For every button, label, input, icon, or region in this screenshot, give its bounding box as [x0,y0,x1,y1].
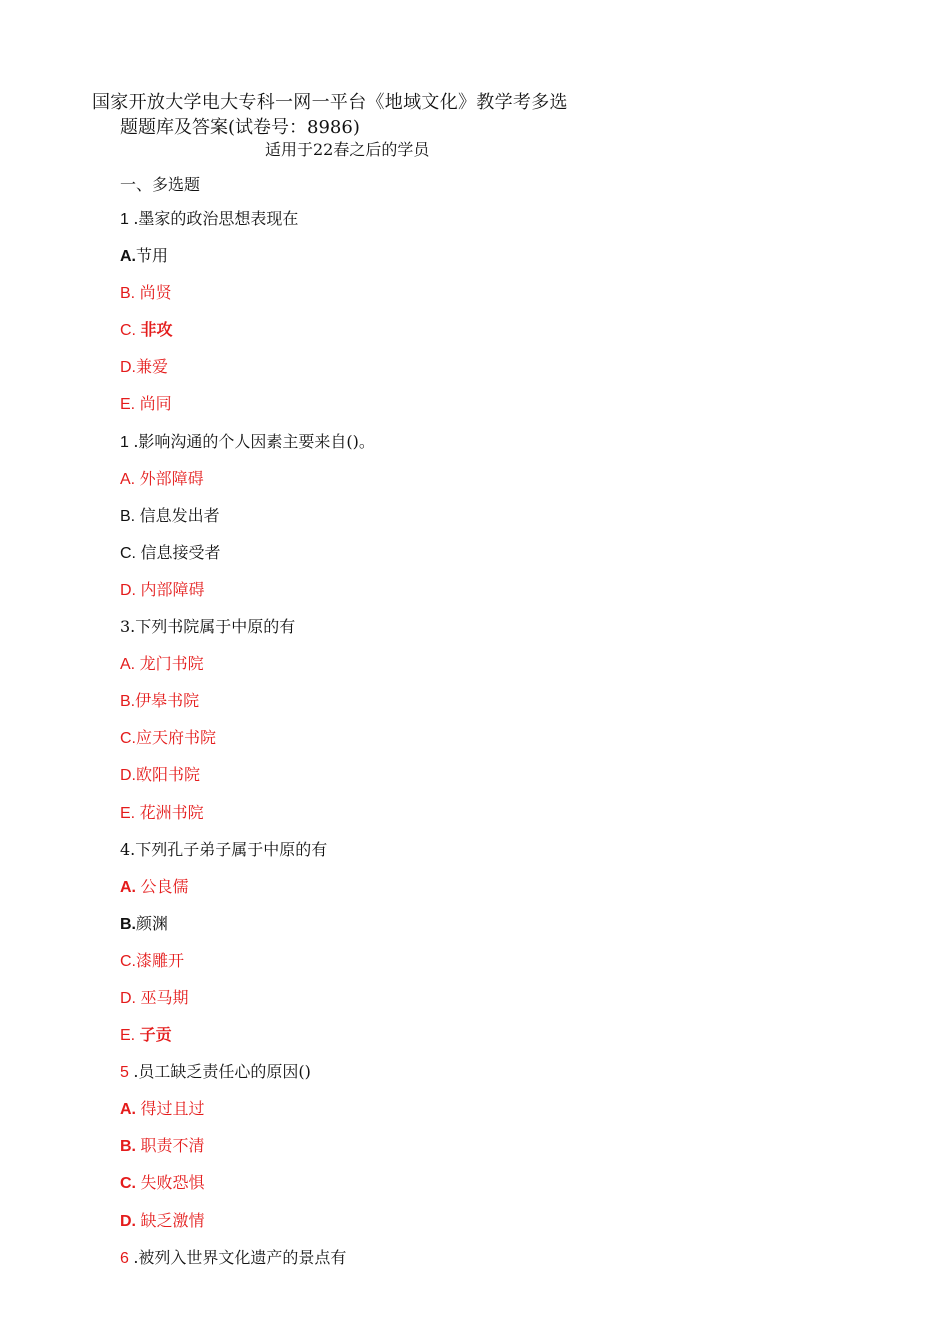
option-letter: A. [120,248,136,266]
option-text: 失败恐惧 [140,1173,205,1193]
answer-option [120,579,880,616]
question-text: .被列入世界文化遗产的景点有 [133,1247,347,1267]
option-letter: C. [120,322,141,340]
question-number: 5 [120,1064,134,1082]
option-letter: D. [120,1212,141,1230]
section-title: 一、多选题 [120,175,201,194]
answer-option [120,542,880,579]
option-letter: A. [120,1101,141,1119]
option-text: 子贡 [139,1025,172,1045]
answer-option [120,505,880,542]
answer-option [120,876,880,913]
option-text: 内部障碍 [140,579,205,599]
document-title-line2: 题题库及答案(试卷号：8986) [120,117,360,138]
answer-option [120,987,880,1024]
option-text: 节用 [136,246,169,266]
question-stem [120,616,880,653]
option-letter: B. [120,285,140,303]
option-text: 漆雕开 [136,950,185,970]
answer-option [120,690,880,727]
option-text: 信息发出者 [139,505,220,525]
option-letter: A. [120,878,141,896]
answer-option [120,727,880,764]
document-subtitle: 适用于22春之后的学员 [265,140,430,159]
option-letter: B. [120,1138,141,1156]
question-number: 6 [120,1249,134,1267]
question-number: 1 [120,433,134,451]
question-text: .员工缺乏责任心的原因() [133,1062,311,1082]
question-stem [120,1247,880,1284]
answer-option [120,913,880,950]
answer-option [120,950,880,987]
option-letter: B. [120,507,140,525]
option-text: 外部障碍 [139,468,204,488]
option-letter: E. [120,1027,140,1045]
option-letter: C. [120,730,136,748]
answer-option [120,802,880,839]
question-stem [120,1061,880,1098]
answer-option [120,1135,880,1172]
option-text: 信息接受者 [140,542,221,562]
option-letter: D. [120,767,136,785]
option-letter: E. [120,396,140,414]
option-letter: E. [120,804,140,822]
option-text: 应天府书院 [136,728,217,748]
option-text: 尚贤 [139,283,172,303]
option-text: 颜渊 [136,913,169,933]
answer-option [120,393,880,430]
answer-option [120,1098,880,1135]
option-text: 花洲书院 [139,802,204,822]
option-letter: B. [120,915,136,933]
option-text: 兼爱 [136,357,169,377]
option-letter: D. [120,359,136,377]
option-letter: D. [120,581,141,599]
question-number: 1 [120,211,134,228]
answer-option [120,653,880,690]
option-text: 公良儒 [140,876,189,896]
option-letter: C. [120,1175,141,1193]
question-stem [120,431,880,468]
answer-option [120,245,880,282]
option-letter: A. [120,656,140,674]
answer-option [120,764,880,801]
option-letter: D. [120,989,141,1007]
option-text: 得过且过 [140,1099,205,1119]
question-text: 3.下列书院属于中原的有 [120,617,296,637]
document-title-line1: 国家开放大学电大专科一网一平台《地域文化》教学考多选 [92,92,568,113]
question-text: 4.下列孔子弟子属于中原的有 [120,839,328,859]
option-text: 欧阳书院 [136,765,201,785]
answer-option [120,468,880,505]
option-letter: A. [120,470,140,488]
question-stem [120,839,880,876]
option-text: 职责不清 [140,1136,205,1156]
option-text: 巫马期 [140,987,189,1007]
option-text: 龙门书院 [139,654,204,674]
answer-option [120,1024,880,1061]
question-text: .墨家的政治思想表现在 [133,209,299,228]
option-letter: B. [120,693,136,711]
question-stem [120,208,880,245]
option-text: 非攻 [140,320,173,340]
option-letter: C. [120,952,136,970]
answer-option [120,319,880,356]
option-letter: C. [120,544,141,562]
answer-option [120,1210,880,1247]
question-list [120,208,880,1284]
option-text: 尚同 [139,394,172,414]
answer-option [120,1172,880,1209]
answer-option [120,282,880,319]
answer-option [120,356,880,393]
option-text: 伊皋书院 [135,691,200,711]
question-text: .影响沟通的个人因素主要来自()。 [133,431,375,451]
option-text: 缺乏激情 [140,1210,205,1230]
